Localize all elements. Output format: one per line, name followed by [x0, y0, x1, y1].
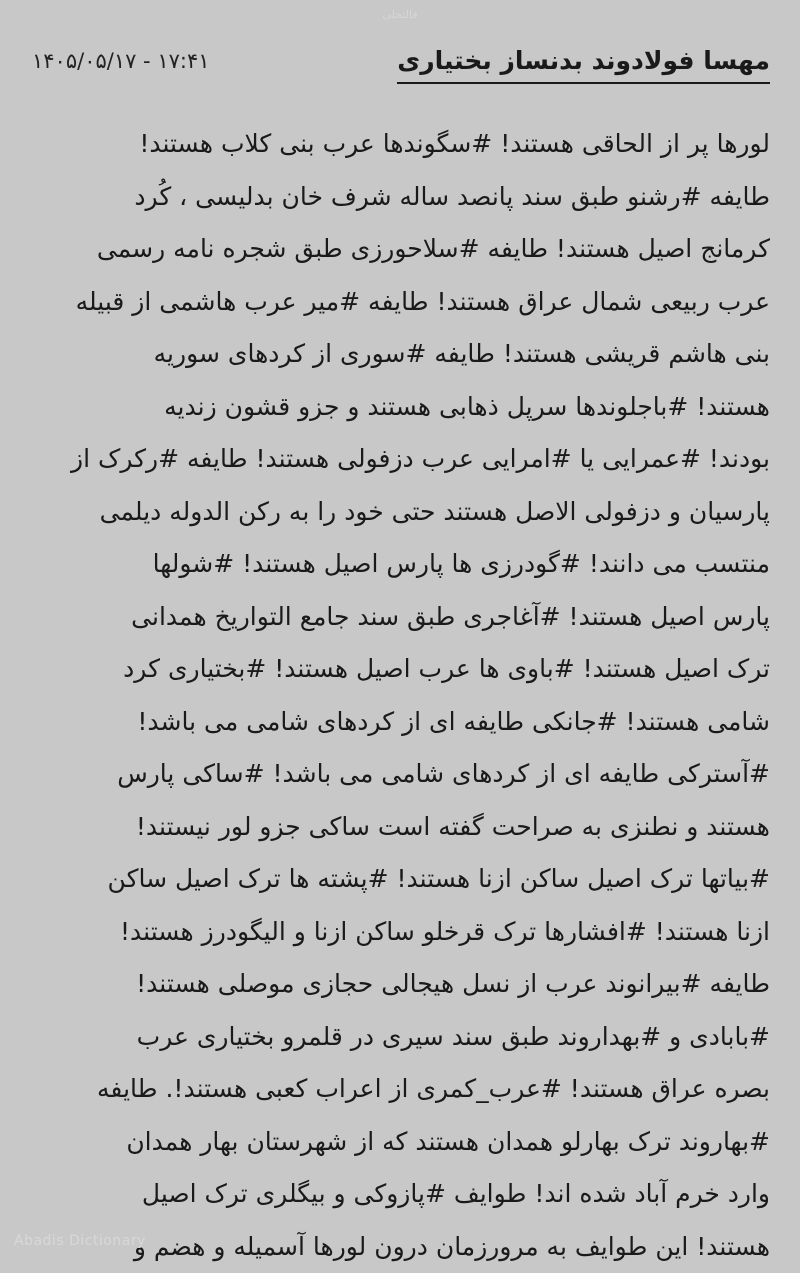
post-line: وارد خرم آباد شده اند! طوایف #پازوکی و بیگلری ترک اصیل — [30, 1168, 770, 1221]
post-line: طایفه #رشنو طبق سند پانصد ساله شرف خان بدلیسی ، کُرد — [30, 171, 770, 224]
post-datetime: ۱۴۰۵/۰۵/۱۷ - ۱۷:۴۱ — [32, 46, 210, 76]
watermark-top: فالتحلی — [0, 8, 800, 21]
post-line: پارس اصیل هستند! #آغاجری طبق سند جامع التواریخ همدانی — [30, 591, 770, 644]
post-line: پارسیان و دزفولی الاصل هستند حتی خود را به رکن الدوله دیلمی — [30, 486, 770, 539]
post-line: ازنا هستند! #افشارها ترک قرخلو ساکن ازنا و الیگودرز هستند! — [30, 906, 770, 959]
post-header — [32, 44, 770, 88]
post-line: #بهاروند ترک بهارلو همدان هستند که از شهرستان بهار همدان — [30, 1116, 770, 1169]
post-line: هستند! #باجلوندها سرپل ذهابی هستند و جزو قشون زندیه — [30, 381, 770, 434]
post-line: طایفه #بیرانوند عرب از نسل هیجالی حجازی موصلی هستند! — [30, 958, 770, 1011]
post-line: هستند! این طوایف به مرورزمان درون لورها آسمیله و هضم و — [30, 1221, 770, 1273]
post-line: ترک اصیل هستند! #باوی ها عرب اصیل هستند! #بختیاری کرد — [30, 643, 770, 696]
post-line: بودند! #عمرایی یا #امرایی عرب دزفولی هستند! طایفه #رکرک از — [30, 433, 770, 486]
post-line: شامی هستند! #جانکی طایفه ای از کردهای شامی می باشد! — [30, 696, 770, 749]
post-line: لورها پر از الحاقی هستند! #سگوندها عرب بنی کلاب هستند! — [30, 118, 770, 171]
post-line: #بیاتها ترک اصیل ساکن ازنا هستند! #پشته ها ترک اصیل ساکن — [30, 853, 770, 906]
watermark-bottom: Abadis Dictionary — [14, 1233, 146, 1249]
post-line: هستند و نطنزی به صراحت گفته است ساکی جزو لور نیستند! — [30, 801, 770, 854]
post-line: #آسترکی طایفه ای از کردهای شامی می باشد! #ساکی پارس — [30, 748, 770, 801]
post-line: عرب ربیعی شمال عراق هستند! طایفه #میر عرب هاشمی از قبیله — [30, 276, 770, 329]
post-body — [30, 118, 770, 1273]
post-line: کرمانج اصیل هستند! طایفه #سلاحورزی طبق شجره نامه رسمی — [30, 223, 770, 276]
post-line: بنی هاشم قریشی هستند! طایفه #سوری از کردهای سوریه — [30, 328, 770, 381]
author-name[interactable]: مهسا فولادوند بدنساز بختیاری — [397, 44, 770, 84]
post-line: #بابادی و #بهداروند طبق سند سیری در قلمرو بختیاری عرب — [30, 1011, 770, 1064]
post-line: منتسب می دانند! #گودرزی ها پارس اصیل هستند! #شولها — [30, 538, 770, 591]
post-line: بصره عراق هستند! #عرب_کمری از اعراب کعبی هستند!. طایفه — [30, 1063, 770, 1116]
